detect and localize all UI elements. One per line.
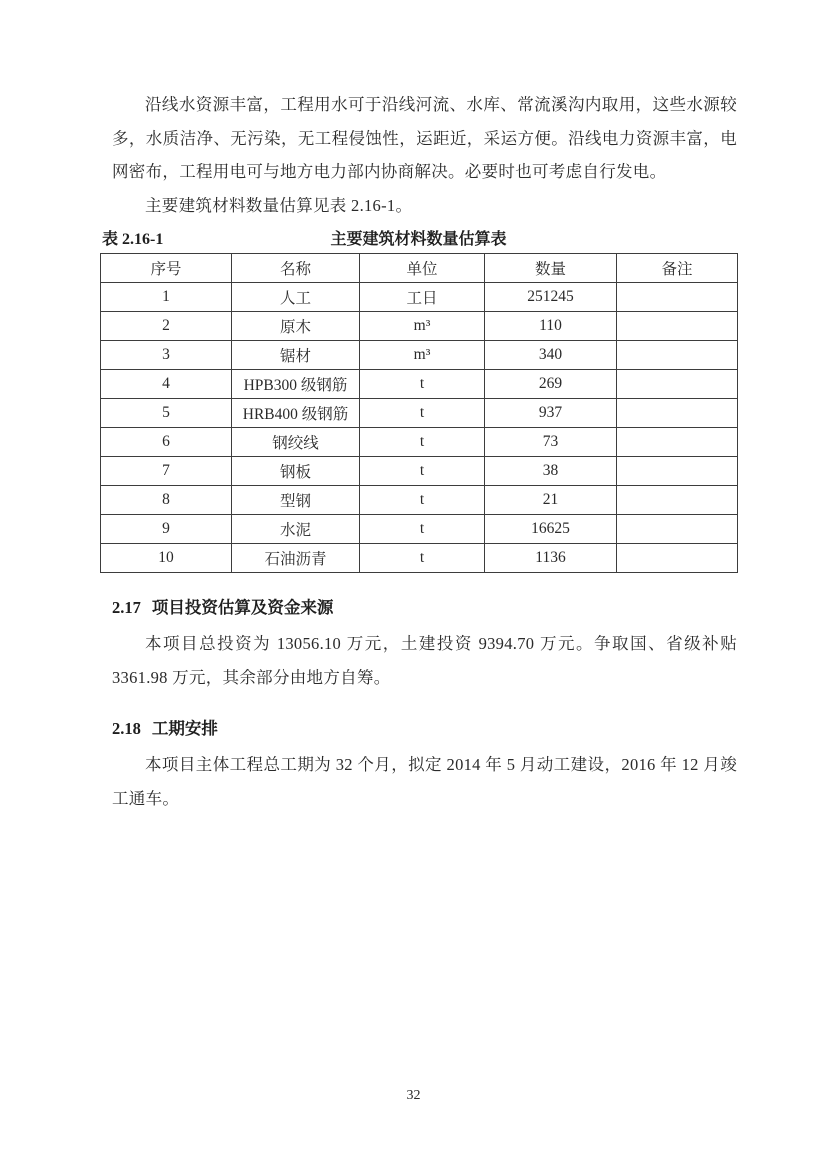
cell-qty: 110: [485, 312, 617, 341]
cell-name: 钢板: [232, 457, 360, 486]
cell-name: 原木: [232, 312, 360, 341]
header-seq: 序号: [101, 254, 232, 283]
cell-qty: 340: [485, 341, 617, 370]
section-number: 2.18: [112, 719, 141, 738]
cell-name: HPB300 级钢筋: [232, 370, 360, 399]
cell-remark: [617, 341, 738, 370]
cell-name: 锯材: [232, 341, 360, 370]
cell-remark: [617, 399, 738, 428]
cell-unit: 工日: [360, 283, 485, 312]
paragraph-water-power-resources: 沿线水资源丰富，工程用水可于沿线河流、水库、常流溪沟内取用，这些水源较多，水质洁净、无污染，无工程侵蚀性，运距近，采运方便。沿线电力资源丰富，电网密布，工程用电可与地方电力部内协商解决。必要时也可考虑自行发电。: [112, 95, 737, 181]
cell-qty: 16625: [485, 515, 617, 544]
page-number: 32: [406, 1088, 421, 1103]
cell-unit: t: [360, 428, 485, 457]
table-label: 表 2.16-1: [102, 231, 164, 248]
table-header-row: [101, 254, 738, 283]
section-body-2-18: 本项目主体工程总工期为 32 个月，拟定 2014 年 5 月动工建设，2016 年 12 月竣工通车。: [112, 755, 737, 808]
cell-seq: 3: [101, 341, 232, 370]
section-body-2-17: 本项目总投资为 13056.10 万元，土建投资 9394.70 万元。争取国、省级补贴 3361.98 万元，其余部分由地方自筹。: [112, 634, 737, 687]
cell-seq: 6: [101, 428, 232, 457]
cell-seq: 7: [101, 457, 232, 486]
cell-unit: t: [360, 544, 485, 573]
cell-name: 水泥: [232, 515, 360, 544]
header-qty: 数量: [485, 254, 617, 283]
cell-remark: [617, 312, 738, 341]
cell-unit: t: [360, 515, 485, 544]
cell-remark: [617, 428, 738, 457]
section-title: 工期安排: [151, 720, 218, 738]
cell-qty: 73: [485, 428, 617, 457]
cell-qty: 38: [485, 457, 617, 486]
table-row: [101, 283, 738, 312]
cell-unit: m³: [360, 312, 485, 341]
cell-remark: [617, 544, 738, 573]
table-row: [101, 457, 738, 486]
section-number: 2.17: [112, 598, 141, 617]
header-unit: 单位: [360, 254, 485, 283]
cell-remark: [617, 486, 738, 515]
cell-unit: t: [360, 486, 485, 515]
cell-remark: [617, 515, 738, 544]
cell-remark: [617, 370, 738, 399]
cell-unit: t: [360, 370, 485, 399]
table-row: [101, 370, 738, 399]
cell-qty: 269: [485, 370, 617, 399]
cell-seq: 1: [101, 283, 232, 312]
materials-estimate-table: [100, 253, 738, 573]
section-heading-2-18: [112, 718, 737, 740]
table-row: [101, 341, 738, 370]
cell-qty: 21: [485, 486, 617, 515]
cell-remark: [617, 457, 738, 486]
table-row: [101, 544, 738, 573]
table-row: [101, 312, 738, 341]
cell-seq: 10: [101, 544, 232, 573]
header-name: 名称: [232, 254, 360, 283]
cell-remark: [617, 283, 738, 312]
cell-qty: 937: [485, 399, 617, 428]
cell-qty: 251245: [485, 283, 617, 312]
cell-seq: 2: [101, 312, 232, 341]
table-row: [101, 428, 738, 457]
cell-seq: 5: [101, 399, 232, 428]
cell-unit: m³: [360, 341, 485, 370]
cell-seq: 8: [101, 486, 232, 515]
cell-qty: 1136: [485, 544, 617, 573]
cell-name: 钢绞线: [232, 428, 360, 457]
cell-name: 人工: [232, 283, 360, 312]
section-heading-2-17: [112, 597, 737, 619]
table-row: [101, 515, 738, 544]
cell-name: HRB400 级钢筋: [232, 399, 360, 428]
cell-unit: t: [360, 399, 485, 428]
table-title: 主要建筑材料数量估算表: [330, 231, 507, 248]
cell-seq: 4: [101, 370, 232, 399]
cell-seq: 9: [101, 515, 232, 544]
table-caption: [100, 227, 737, 253]
table-row: [101, 399, 738, 428]
section-title: 项目投资估算及资金来源: [151, 599, 334, 617]
cell-name: 型钢: [232, 486, 360, 515]
table-row: [101, 486, 738, 515]
paragraph-materials-reference: 主要建筑材料数量估算见表 2.16-1。: [145, 195, 413, 215]
cell-name: 石油沥青: [232, 544, 360, 573]
cell-unit: t: [360, 457, 485, 486]
header-remark: 备注: [617, 254, 738, 283]
